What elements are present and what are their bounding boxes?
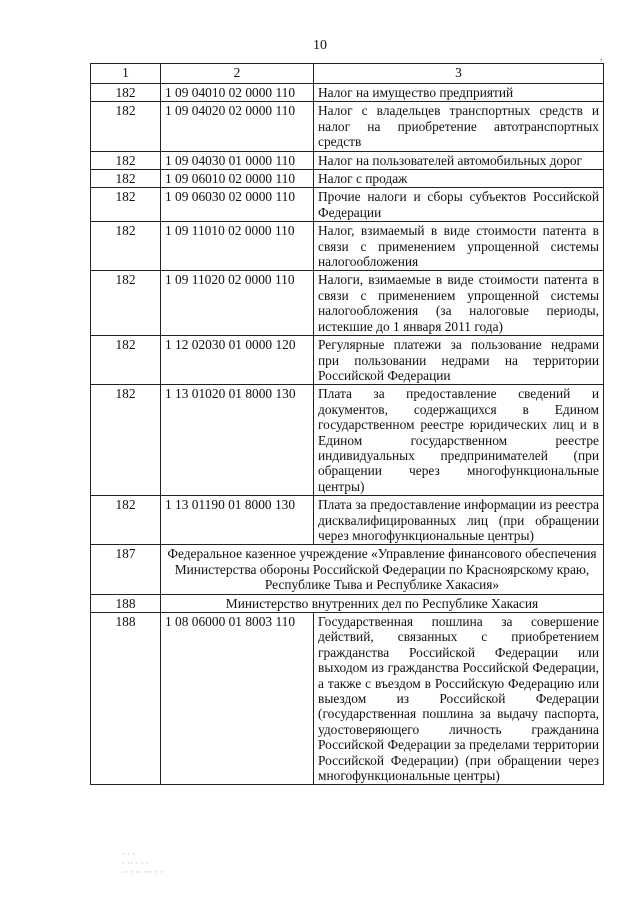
revenue-name-cell: Плата за предоставление информации из реестра дисквалифицированных лиц (при обращении через многофункциональные центры) [314, 496, 604, 545]
revenue-name-cell: Налог на пользователей автомобильных дорог [314, 151, 604, 169]
header-col-3: 3 [314, 64, 604, 84]
budget-code-cell: 1 08 06000 01 8003 110 [161, 613, 314, 785]
header-col-2: 2 [161, 64, 314, 84]
table-body [91, 84, 604, 785]
table-row [91, 594, 604, 612]
budget-code-cell: 1 09 06010 02 0000 110 [161, 170, 314, 188]
table-row [91, 496, 604, 545]
admin-code-cell: 182 [91, 385, 161, 496]
revenue-name-cell: Государственная пошлина за совершение действий, связанных с приобретением гражданства Российской Федерации или выходом из гражданства Российской Федерации, а также с въездом в Российскую Федерацию или выездом из Российской Федерации (государственная пошлина за выдачу паспорта, удостоверяющего личность гражданина Российской Федерации за пределами территории Российской Федерации) (при обращении через многофункциональные центры) [314, 613, 604, 785]
revenue-name-cell: Налог с владельцев транспортных средств и налог на приобретение автотранспортных средств [314, 102, 604, 151]
revenue-name-cell: Налог с продаж [314, 170, 604, 188]
admin-code-cell: 188 [91, 613, 161, 785]
revenue-name-cell: Плата за предоставление сведений и документов, содержащихся в Едином государственном реестре юридических лиц и в Едином государственном реестре индивидуальных предпринимателей (при обращении через многофункциональные центры) [314, 385, 604, 496]
revenue-name-cell: Налог, взимаемый в виде стоимости патента в связи с применением упрощенной системы налогообложения [314, 222, 604, 271]
budget-code-cell: 1 09 06030 02 0000 110 [161, 188, 314, 222]
budget-code-cell: 1 09 11020 02 0000 110 [161, 271, 314, 336]
budget-code-cell: 1 13 01020 01 8000 130 [161, 385, 314, 496]
scan-artifact: · · · · ·· · · · ·· · ·· ··· · · [122, 849, 164, 877]
admin-code-cell: 187 [91, 545, 161, 594]
table-row [91, 151, 604, 169]
table-row [91, 613, 604, 785]
table-row [91, 385, 604, 496]
admin-code-cell: 182 [91, 84, 161, 102]
table-row [91, 545, 604, 594]
revenue-name-cell: Регулярные платежи за пользование недрами при пользовании недрами на территории Российской Федерации [314, 336, 604, 385]
admin-code-cell: 182 [91, 170, 161, 188]
page-number: 10 [313, 38, 327, 53]
revenue-codes-table [90, 63, 604, 785]
budget-code-cell: 1 12 02030 01 0000 120 [161, 336, 314, 385]
admin-code-cell: 182 [91, 271, 161, 336]
header-col-1: 1 [91, 64, 161, 84]
revenue-name-cell: Налог на имущество предприятий [314, 84, 604, 102]
admin-code-cell: 182 [91, 102, 161, 151]
scan-mark: , [600, 52, 603, 63]
administrator-name-cell: Министерство внутренних дел по Республике Хакасия [161, 594, 604, 612]
revenue-name-cell: Налоги, взимаемые в виде стоимости патента в связи с применением упрощенной системы налогообложения (за налоговые периоды, истекшие до 1 января 2011 года) [314, 271, 604, 336]
table-row [91, 271, 604, 336]
table-row [91, 336, 604, 385]
table-row [91, 84, 604, 102]
admin-code-cell: 182 [91, 222, 161, 271]
admin-code-cell: 182 [91, 336, 161, 385]
budget-code-cell: 1 09 04020 02 0000 110 [161, 102, 314, 151]
revenue-name-cell: Прочие налоги и сборы субъектов Российской Федерации [314, 188, 604, 222]
budget-code-cell: 1 09 04010 02 0000 110 [161, 84, 314, 102]
table-row [91, 170, 604, 188]
admin-code-cell: 182 [91, 496, 161, 545]
table-row [91, 188, 604, 222]
budget-code-cell: 1 09 04030 01 0000 110 [161, 151, 314, 169]
administrator-name-cell: Федеральное казенное учреждение «Управление финансового обеспечения Министерства обороны Российской Федерации по Красноярскому краю, Республике Тыва и Республике Хакасия» [161, 545, 604, 594]
admin-code-cell: 182 [91, 151, 161, 169]
admin-code-cell: 182 [91, 188, 161, 222]
admin-code-cell: 188 [91, 594, 161, 612]
budget-code-cell: 1 13 01190 01 8000 130 [161, 496, 314, 545]
budget-code-cell: 1 09 11010 02 0000 110 [161, 222, 314, 271]
table-row [91, 102, 604, 151]
table-row [91, 222, 604, 271]
table-header-row [91, 64, 604, 84]
